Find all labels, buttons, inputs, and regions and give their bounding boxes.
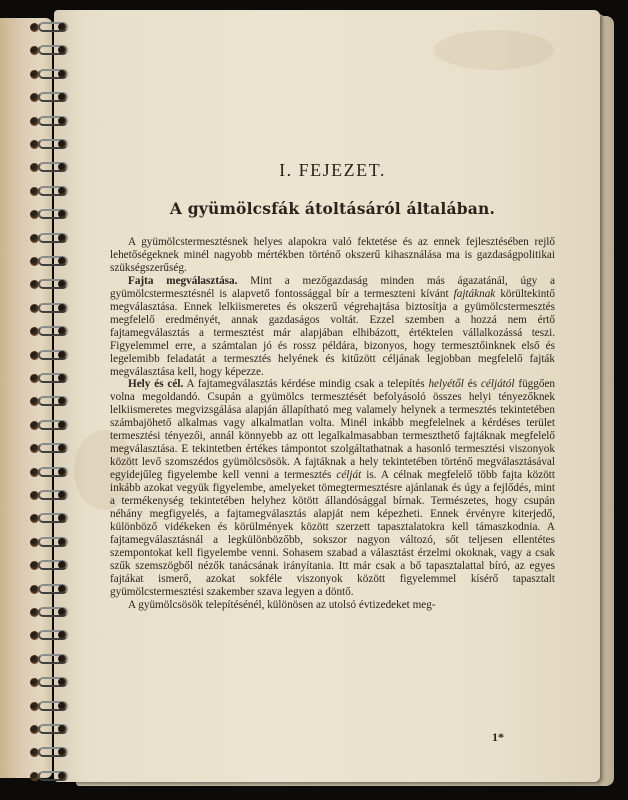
paragraph-lead: Hely és cél. <box>128 378 184 391</box>
paragraph-text: függően volna megoldandó. Csupán a gyümölcs termesztését befolyásoló összes helyi tényezőknek lelkiismeretes megvizsgálása alapján állapítható meg valamely helynek a termesztés tekintetében számbajöhető alkalmas vagy alkalmatlan volta. Minél inkább megfelelnek a kérdéses terület termesztési tényezői, annál könnyebb az ott legalkalmasabban termeszthető fajtáknak megfelelő megválasztása. E tekintetben értékes támpontot szolgáltathatnak a hasonló termesztési viszonyok között levő szomszédos gyümölcsösök. A fajtáknak a hely tekintetében történő megválasztásával egyidejűleg figyelembe kell venni a termesztés <box>110 378 556 482</box>
paper-stain <box>434 30 554 70</box>
paragraph-italic: fajtáknak <box>453 287 496 300</box>
binding-hole <box>58 491 66 499</box>
binding-hole <box>58 538 66 546</box>
paragraph-variety <box>110 275 555 379</box>
binding-hole <box>58 187 66 195</box>
section-title: A gyümölcsfák átoltásáról általában. <box>169 199 496 218</box>
binding-hole <box>58 608 66 616</box>
paragraph-text: Mint a mezőgazdaság minden más ágazatánál, úgy a gyümölcstermesztésnél is alapvető fontossággal bír a termeszteni kívánt <box>110 274 555 300</box>
paragraph-text: is. A célnak megfelelő több fajta között inkább azokat vegyük figyelembe, amelyeket tömegtermesztésre ajánlanak és úgy a fejlődés, mint a termékenység tekintetében helyhez kötött állandósággal bírnak. Természetes, hogy csupán néhány megfigyelés, a fajtamegválasztás alapját nem képezheti. Ennek érvényre kiterjedő, különböző vidékeken és körülmények között szerzett tapasztalatokra kell támaszkodnia. A fajtamegválasztásnál a legkülönbözőbb, sokszor nagyon változó, sőt teljesen ellentétes szempontokat kell figyelembe venni. Sohasem szabad a választást érzelmi okoknak, vagy a csak szűk szemszögből nézők tanácsának irányítania. Itt már csak a bő tapasztalattal bíró, az egyes fajtákat ismerő, azokat sokféle viszonyok között figyelemmel kísérő tapasztalt gyümölcstermesztési szakember szava legyen a döntő. <box>110 469 556 598</box>
binding-hole <box>58 421 66 429</box>
paragraph-text: körültekintő megválasztása. Ennek lelkiismeretes és okszerű végrehajtása biztosítja a gyümölcstermesztés megfelelő eredményét, annak gazdaságos voltát. Ezzel szemben a hozzá nem értő fajtamegválasztás a termesztést már alapjában elhibázott, értéktelen vállalkozássá teszi. Figyelemmel erre, a számtalan jó és rossz példára, bizonyos, hogy termesztőinknek első és legelemibb feladatát a termesztés helyének és kitűzött céljának legjobban megfelelő fajták megválasztása kell, hogy képezze. <box>110 287 556 378</box>
binding-hole <box>58 351 66 359</box>
page-text <box>110 160 555 612</box>
binding-hole <box>58 655 66 663</box>
binding-hole <box>58 234 66 242</box>
binding-hole <box>58 23 66 31</box>
binding-hole <box>58 304 66 312</box>
paragraph-lead: Fajta megválasztása. <box>128 274 238 287</box>
chapter-heading: I. FEJEZET. <box>279 160 386 180</box>
paragraph-italic: helyétől <box>428 378 464 391</box>
binding-hole <box>58 585 66 593</box>
paragraph-continuation <box>110 599 555 612</box>
binding-hole <box>58 772 66 780</box>
binding-hole <box>58 257 66 265</box>
paragraph-text: és <box>463 378 481 391</box>
paragraph-text: A fajtamegválasztás kérdése mindig csak a telepítés <box>183 378 429 391</box>
binding-hole <box>58 702 66 710</box>
binding-hole <box>58 725 66 733</box>
paragraph-place-purpose <box>110 378 555 598</box>
binding-hole <box>58 468 66 476</box>
binding-hole <box>58 140 66 148</box>
page-number: 1* <box>492 730 504 744</box>
paragraph-italic: céljától <box>480 378 515 391</box>
paragraph-italic: célját <box>336 469 362 482</box>
binding-hole <box>58 117 66 125</box>
binding-hole <box>58 374 66 382</box>
paragraph-text: A gyümölcsösök telepítésénél, különösen az utolsó évtizedeket meg- <box>128 598 436 611</box>
paragraph-intro <box>110 236 555 275</box>
paragraph-text: A gyümölcstermesztésnek helyes alapokra való fektetése és az ennek fejlesztésében rejlő lehetőségeknek minél nagyobb mértékben történő okszerű kihasználása ma is gazdaságpolitikai szükségszerűség. <box>110 236 555 274</box>
binding-hole <box>58 70 66 78</box>
